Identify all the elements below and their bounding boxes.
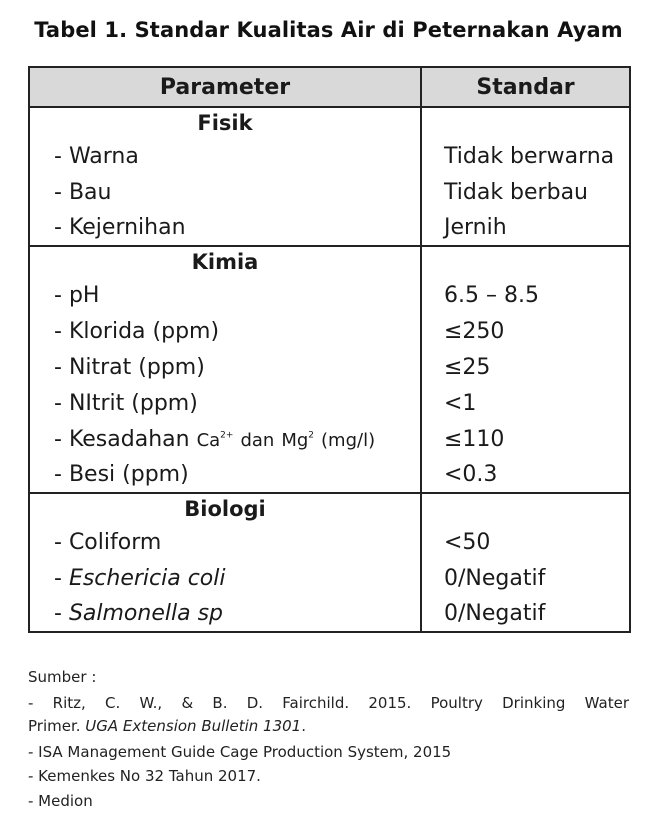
param-cell: - Eschericia coli [29, 560, 421, 596]
water-quality-table [28, 66, 631, 633]
source-ritz-line2: Primer. UGA Extension Bulletin 1301. [28, 717, 306, 735]
value-cell: <50 [421, 524, 630, 560]
section-header [29, 493, 630, 524]
param-cell: - NItrit (ppm) [29, 385, 421, 421]
table-row [29, 174, 630, 210]
param-cell: - Coliform [29, 524, 421, 560]
table-row [29, 210, 630, 246]
table-row [29, 277, 630, 313]
table-row [29, 138, 630, 174]
header-standar: Standar [421, 67, 630, 107]
table-row [29, 313, 630, 349]
source-ritz-line1: - Ritz, C. W., & B. D. Fairchild. 2015. Poultry Drinking Water [28, 694, 629, 712]
table-row [29, 596, 630, 632]
table-row [29, 560, 630, 596]
table-header-row [29, 67, 630, 107]
value-cell: 0/Negatif [421, 596, 630, 632]
value-cell: Tidak berbau [421, 174, 630, 210]
param-cell: - Kesadahan $Ca^{2+}$ dan Mg$^2$ (mg/l) [29, 421, 421, 457]
value-cell: 6.5 – 8.5 [421, 277, 630, 313]
value-cell: Tidak berwarna [421, 138, 630, 174]
header-parameter: Parameter [29, 67, 421, 107]
source-kemenkes: - Kemenkes No 32 Tahun 2017. [28, 767, 261, 785]
param-cell: - pH [29, 277, 421, 313]
value-cell: ≤25 [421, 349, 630, 385]
param-cell: - Kejernihan [29, 210, 421, 246]
table-row [29, 457, 630, 493]
param-cell: - Nitrat (ppm) [29, 349, 421, 385]
param-cell: - Klorida (ppm) [29, 313, 421, 349]
value-cell: <0.3 [421, 457, 630, 493]
table-row [29, 524, 630, 560]
table-row [29, 385, 630, 421]
param-cell: - Bau [29, 174, 421, 210]
section-kimia: Kimia [29, 246, 421, 277]
section-header [29, 246, 630, 277]
source-isa: - ISA Management Guide Cage Production System, 2015 [28, 743, 452, 761]
sources-heading: Sumber : [28, 668, 97, 686]
section-fisik: Fisik [29, 107, 421, 138]
table-title: Tabel 1. Standar Kualitas Air di Peternakan Ayam [34, 18, 623, 42]
value-cell: <1 [421, 385, 630, 421]
value-cell: Jernih [421, 210, 630, 246]
value-cell: ≤250 [421, 313, 630, 349]
table-row [29, 349, 630, 385]
value-cell: ≤110 [421, 421, 630, 457]
param-cell: - Salmonella sp [29, 596, 421, 632]
value-cell: 0/Negatif [421, 560, 630, 596]
param-cell: - Besi (ppm) [29, 457, 421, 493]
param-cell: - Warna [29, 138, 421, 174]
source-medion: - Medion [28, 792, 93, 810]
section-biologi: Biologi [29, 493, 421, 524]
section-header [29, 107, 630, 138]
table-row [29, 421, 630, 457]
